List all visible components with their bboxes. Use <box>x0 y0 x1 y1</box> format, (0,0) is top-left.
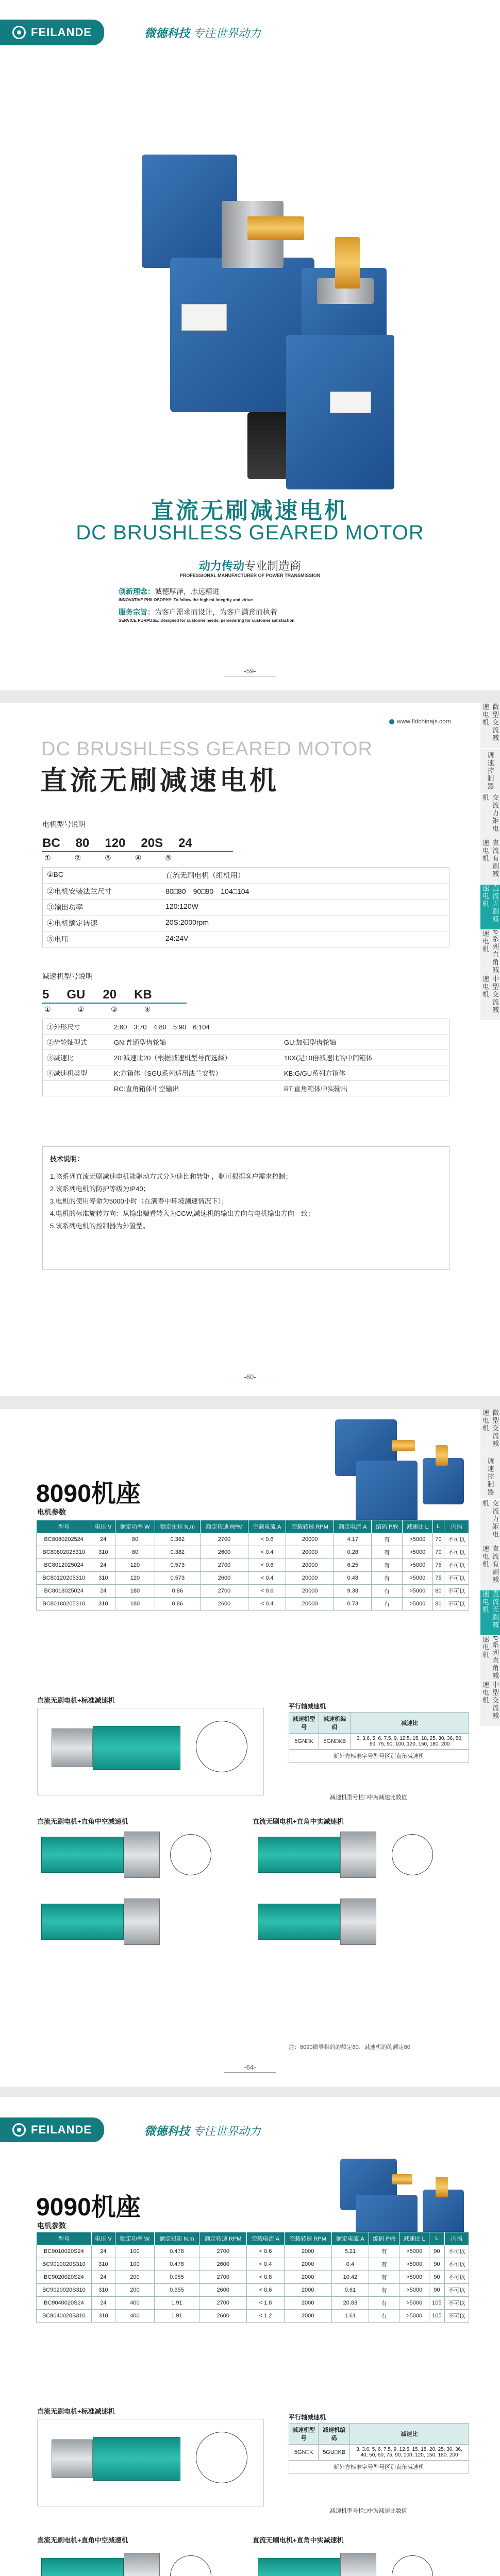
ratio-note: 减速机型号栏□中为减速比数值 <box>330 2508 407 2514</box>
table-cell: 24 <box>91 2297 115 2310</box>
side-tab-3[interactable]: 交流力矩电机 <box>480 1500 500 1545</box>
table-cell: 不可以 <box>444 1585 469 1598</box>
table-cell: 0.382 <box>155 1533 200 1546</box>
table-cell: 2600 <box>200 1598 248 1611</box>
table-cell: 2700 <box>199 2245 247 2258</box>
table-cell: 80 <box>432 1598 444 1611</box>
table-cell: >5000 <box>403 1598 432 1611</box>
table-cell: 0.73 <box>334 1598 372 1611</box>
table-cell: 120 <box>115 1559 155 1572</box>
table-cell: 1.91 <box>154 2310 199 2323</box>
brand-logo: FEILANDE <box>0 2117 104 2142</box>
table-cell: >5000 <box>403 1533 432 1546</box>
table-cell: 90 <box>429 2284 445 2297</box>
table-cell: 不可以 <box>444 2284 469 2297</box>
table-cell: < 0.4 <box>248 1572 286 1585</box>
table-cell: 有 <box>369 2245 399 2258</box>
spec-page-9090 <box>0 2097 500 2576</box>
table-cell: 2700 <box>200 1533 248 1546</box>
tagline: 动力传动专业制造商 <box>198 560 302 572</box>
table-cell: 不可以 <box>444 1533 469 1546</box>
table-cell: 20000 <box>286 1585 334 1598</box>
table-cell: 120 <box>115 1572 155 1585</box>
side-tab-1[interactable]: 微型交流减速电机 <box>480 1409 500 1454</box>
table-cell: 100 <box>115 2245 155 2258</box>
page-number: -64- <box>224 2063 276 2073</box>
table-cell: 400 <box>115 2310 155 2323</box>
table-cell: BC80802025310 <box>37 1546 91 1559</box>
footnote: 注：8090微导相的的额定80、减速机的的额定80 <box>289 2044 410 2050</box>
table-cell: 不可以 <box>444 2245 469 2258</box>
table-cell: 有 <box>369 2297 399 2310</box>
table-cell: 1.91 <box>154 2297 199 2310</box>
table-cell: < 0.8 <box>247 2271 284 2284</box>
table-cell: 90 <box>429 2245 445 2258</box>
table-cell: 2000 <box>284 2245 331 2258</box>
table-cell: 75 <box>432 1572 444 1585</box>
table-cell: 不可以 <box>444 1559 469 1572</box>
page-number: -60- <box>224 1373 276 1382</box>
table-cell: 10.42 <box>331 2271 369 2284</box>
motor-code: BC 80 120 20S 24 <box>42 836 192 850</box>
table-cell: >5000 <box>403 1546 432 1559</box>
table-cell: 0.48 <box>334 1572 372 1585</box>
table-row <box>37 2297 469 2310</box>
table-row <box>37 1559 469 1572</box>
table-cell: >5000 <box>399 2284 429 2297</box>
motor-params-table: 型号 电压 V 额定功率 W 额定扭矩 N.m 额定转速 RPM 空载电流 A 空载转速 RPM 额定电流 A 编码 P/R 减速比 L L 内挡 BC9010020S24 24 100 0.478 2700 < 0.6 2000 5.21 有 >5000 90 不可以 BC9010020S310 310 100 0.478 2600 < 0.4 2000 0.4 有 >5000 90 不可以 BC9020020S24 24 200 0.955 2700 < 0.8 2000 10.42 有 >5000 90 不可以 BC9020020S310 310 200 0.955 2600 < 0.6 2000 0.61 有 >5000 90 不可以 BC9040020S24 24 400 1.91 2700 < 1.8 2000 20.83 有 >5000 105 不可以 BC9040020S310 310 400 1.91 2600 < 1.2 2000 1.61 有 >5000 105 不可以 <box>36 2232 469 2323</box>
gear-code: 5 GU 20 KB <box>42 988 152 1002</box>
table-cell: 24 <box>91 2245 115 2258</box>
table-cell: BC9040020S24 <box>37 2297 92 2310</box>
table-cell: 310 <box>91 2310 115 2323</box>
table-row <box>37 1572 469 1585</box>
philosophy-en: INNOVATIVE PHILOSOPHY: To follow the highest integrity and virtue <box>119 598 253 602</box>
table-cell: BC9040020S310 <box>37 2310 92 2323</box>
table-cell: 90 <box>429 2271 445 2284</box>
table-cell: >5000 <box>403 1559 432 1572</box>
table-cell: < 0.6 <box>247 2284 284 2297</box>
logo-icon <box>12 2123 26 2137</box>
table-cell: 0.382 <box>155 1546 200 1559</box>
table-cell: 2700 <box>199 2271 247 2284</box>
motor-spec-list: ①BC 直流无刷电机（组机用） ②电机安装法兰尺寸 80□80 90□90 104□104 ③输出功率 120:120W ④电机额定转速 20S:2000rpm ⑤电压 24:24V <box>42 867 449 947</box>
table-cell: < 0.6 <box>248 1559 286 1572</box>
table-row <box>37 2284 469 2297</box>
table-cell: 310 <box>91 2284 115 2297</box>
table-cell: 有 <box>369 2258 399 2271</box>
table-cell: < 0.6 <box>248 1585 286 1598</box>
table-cell: 2600 <box>199 2310 247 2323</box>
ratio-table: 减速机型号 减速机编码 减速比 5GN□K 5GU□KB 3, 3.6, 5, 6, 7.5, 9, 12.5, 15, 18, 20, 25, 30, 36, 40, 50, 60, 75, 90, 100, 120, 150, 180, 200 新外方标准字号型号区别直角减速机 <box>289 2423 469 2473</box>
table-cell: < 0.4 <box>248 1546 286 1559</box>
side-tab-6[interactable]: P系列直角减速电机 <box>480 1636 500 1681</box>
table-row <box>37 2258 469 2271</box>
table-cell: >5000 <box>399 2258 429 2271</box>
table-cell: BC8012025024 <box>37 1559 91 1572</box>
table-cell: BC9020020S310 <box>37 2284 92 2297</box>
table-cell: < 0.6 <box>247 2245 284 2258</box>
table-cell: < 0.4 <box>247 2258 284 2271</box>
table-cell: 2600 <box>199 2284 247 2297</box>
table-cell: 2600 <box>199 2258 247 2271</box>
side-tab-7[interactable]: 中型交流减速电机 <box>480 975 500 1021</box>
table-cell: 200 <box>115 2271 155 2284</box>
table-cell: < 1.2 <box>247 2310 284 2323</box>
table-cell: 0.478 <box>154 2245 199 2258</box>
table-cell: 2000 <box>284 2284 331 2297</box>
website-url[interactable]: www.fldchinajs.com <box>389 718 451 725</box>
table-cell: 有 <box>369 2310 399 2323</box>
table-cell: < 0.6 <box>248 1533 286 1546</box>
table-cell: 有 <box>372 1572 403 1585</box>
table-cell: BC9020020S24 <box>37 2271 92 2284</box>
side-tab-7[interactable]: 中型交流减速电机 <box>480 1681 500 1726</box>
ratio-table: 减速机型号 减速机编码 减速比 5GN□K 5GN□KB 3, 3.6, 5, 6, 7.5, 9, 12.5, 15, 18, 25, 30, 36, 50, 60, 75, 90, 100, 120, 150, 180, 200 新外方标准字号型号区别直角减速机 <box>289 1712 469 1762</box>
table-row <box>37 2271 469 2284</box>
table-cell: 2000 <box>284 2258 331 2271</box>
table-cell: 80 <box>115 1546 155 1559</box>
section-hollow: 直流无刷电机+直角中空减速机 <box>37 2536 128 2544</box>
table-cell: 80 <box>432 1585 444 1598</box>
table-cell: >5000 <box>399 2271 429 2284</box>
table-cell: 0.573 <box>155 1559 200 1572</box>
table-cell: 75 <box>432 1559 444 1572</box>
cover-title-cn: 直流无刷减速电机 <box>151 498 349 523</box>
table-cell: 不可以 <box>444 1572 469 1585</box>
table-cell: 不可以 <box>444 2310 469 2323</box>
table-row <box>37 2245 469 2258</box>
tagline-en: PROFESSIONAL MANUFACTURER OF POWER TRANSMISSION <box>179 573 321 578</box>
ratio-title: 平行轴减速机 <box>289 2414 326 2421</box>
brand-slogan: 微德科技 专注世界动力 <box>144 27 261 40</box>
side-tab-2[interactable]: 调速控制器 <box>480 749 500 794</box>
table-cell: 6.25 <box>334 1559 372 1572</box>
table-cell: >5000 <box>403 1585 432 1598</box>
motor-model-title: 电机型号说明 <box>42 820 86 828</box>
gear-spec-list: ①外形尺寸 2:60 3:70 4:80 5:90 6:104 ②齿轮轴型式 GN:普通型齿轮轴 GU:加强型齿轮轴 ③减速比 20:减速比20（根据减速机型号而选择） 10X(是10倍减速比的中间箱体 ④减速机类型 K:方箱体（SGU系列适用法兰安装） KB:G/GU系列方箱体 RC:直角箱体中空输出 RT:直角箱体中实输出 <box>42 1019 449 1096</box>
side-tab-4[interactable]: 直流有刷减速电机 <box>480 839 500 885</box>
table-cell: 100 <box>115 2258 155 2271</box>
service-line: 服务宗旨：为客户需求而设计，为客户满意而执着 <box>119 608 277 616</box>
section-title-en: DC BRUSHLESS GEARED MOTOR <box>41 738 373 760</box>
table-cell: 2600 <box>200 1546 248 1559</box>
table-cell: 70 <box>432 1533 444 1546</box>
table-cell: 有 <box>372 1533 403 1546</box>
table-cell: 2000 <box>284 2310 331 2323</box>
web-icon <box>389 719 394 724</box>
table-cell: 80 <box>115 1533 155 1546</box>
side-tab-5[interactable]: 直流无刷减速电机 <box>480 885 500 930</box>
table-cell: 24 <box>91 1585 115 1598</box>
table-cell: 有 <box>372 1546 403 1559</box>
table-cell: 0.955 <box>154 2271 199 2284</box>
catalog-side-tabs <box>480 703 500 1021</box>
table-cell: < 1.8 <box>247 2297 284 2310</box>
table-cell: >5000 <box>403 1572 432 1585</box>
table-cell: 2700 <box>200 1559 248 1572</box>
table-cell: 有 <box>372 1598 403 1611</box>
table-row <box>37 1533 469 1546</box>
catalog-side-tabs-2 <box>480 1409 500 1726</box>
logo-icon <box>12 26 26 39</box>
table-cell: 24 <box>91 1533 115 1546</box>
table-cell: 180 <box>115 1585 155 1598</box>
table-cell: 0.955 <box>154 2284 199 2297</box>
table-cell: 有 <box>369 2284 399 2297</box>
table-cell: 有 <box>372 1559 403 1572</box>
table-cell: 0.478 <box>154 2258 199 2271</box>
table-cell: < 0.4 <box>248 1598 286 1611</box>
params-label: 电机参数 <box>37 1508 66 1516</box>
table-cell: BC8080202524 <box>37 1533 91 1546</box>
table-cell: 0.61 <box>331 2284 369 2297</box>
motor-params-table: 型号 电压 V 额定功率 W 额定扭矩 N.m 额定转速 RPM 空载电流 A 空载转速 RPM 额定电流 A 编码 P/R 减速比 L L 内挡 BC8080202524 24 80 0.382 2700 < 0.6 20000 4.17 有 >5000 70 不可以 BC80802025310 310 80 0.382 2600 < 0.4 20000 0.28 有 >5000 70 不可以 BC8012025024 24 120 0.573 2700 < 0.6 20000 6.25 有 >5000 75 不可以 BC80120205310 310 120 0.573 2600 < 0.4 20000 0.48 有 >5000 75 不可以 BC8018025024 24 180 0.86 2700 < 0.6 20000 9.38 有 >5000 80 不可以 BC80180205310 310 180 0.86 2600 < 0.4 20000 0.73 有 >5000 80 不可以 <box>36 1520 469 1611</box>
page-title: 9090机座 <box>36 2194 141 2221</box>
table-cell: 400 <box>115 2297 155 2310</box>
table-cell: 70 <box>432 1546 444 1559</box>
side-tab-4[interactable]: 直流有刷减速电机 <box>480 1545 500 1590</box>
table-cell: 310 <box>91 1546 115 1559</box>
table-cell: 0.4 <box>331 2258 369 2271</box>
side-tab-2[interactable]: 调速控制器 <box>480 1454 500 1500</box>
table-cell: 24 <box>91 1559 115 1572</box>
table-cell: >5000 <box>399 2245 429 2258</box>
motor-code-index: ① ② ③ ④ ⑤ <box>44 854 172 862</box>
table-cell: 90 <box>429 2258 445 2271</box>
brand-logo: FEILANDE <box>0 20 104 45</box>
table-cell: 0.86 <box>155 1585 200 1598</box>
service-en: SERVICE PURPOSE: Designed for customer needs, persevering for customer satisfaction <box>119 618 295 623</box>
table-cell: 有 <box>372 1585 403 1598</box>
table-cell: 200 <box>115 2284 155 2297</box>
table-cell: 20.83 <box>331 2297 369 2310</box>
table-cell: 20000 <box>286 1533 334 1546</box>
table-row <box>37 1598 469 1611</box>
side-tab-1[interactable]: 微型交流减速电机 <box>480 703 500 749</box>
table-cell: 105 <box>429 2297 445 2310</box>
table-cell: 2000 <box>284 2271 331 2284</box>
table-cell: 5.21 <box>331 2245 369 2258</box>
tech-notes: 技术说明： 1.该系列直流无刷减速电机能驱动方式分为速比和转矩 ，驱可根据客户需求控制； 2.该系列电机的防护等级为IP40； 3.电机的使用寿命为5000小时（在满寿中环境测速情况下）； 4.电机的标准旋转方向：从输出端看转入为CCW,减速机的输出方向与电机输出方向一致； 5.该系列电机的控制器为外置型。 <box>42 1146 449 1270</box>
table-cell: 不可以 <box>444 2297 469 2310</box>
page-number: -59- <box>224 667 276 676</box>
table-cell: >5000 <box>399 2297 429 2310</box>
table-cell: 20000 <box>286 1559 334 1572</box>
section-standard: 直流无刷电机+标准减速机 <box>37 2408 115 2415</box>
ratio-title: 平行轴减速机 <box>289 1703 326 1710</box>
table-cell: BC80120205310 <box>37 1572 91 1585</box>
side-tab-3[interactable]: 交流力矩电机 <box>480 794 500 839</box>
table-cell: 0.573 <box>155 1572 200 1585</box>
table-cell: 不可以 <box>444 1546 469 1559</box>
section-solid: 直流无刷电机+直角中实减速机 <box>253 1818 344 1825</box>
table-cell: 4.17 <box>334 1533 372 1546</box>
brand-slogan: 微德科技 专注世界动力 <box>144 2125 261 2138</box>
section-standard: 直流无刷电机+标准减速机 <box>37 1697 115 1704</box>
model-guide-page <box>0 703 500 1396</box>
spec-page-8090 <box>0 1409 500 2087</box>
table-cell: 1.61 <box>331 2310 369 2323</box>
gear-model-title: 减速机型号说明 <box>42 972 93 980</box>
table-cell: 310 <box>91 2258 115 2271</box>
table-cell: 0.28 <box>334 1546 372 1559</box>
section-title-cn: 直流无刷减速电机 <box>40 766 280 796</box>
params-label: 电机参数 <box>37 2222 66 2230</box>
table-cell: 20000 <box>286 1546 334 1559</box>
table-cell: BC9010020S24 <box>37 2245 92 2258</box>
table-cell: BC8018025024 <box>37 1585 91 1598</box>
table-cell: 105 <box>429 2310 445 2323</box>
philosophy-line: 创新理念：诚德厚泽，志远精进 <box>119 587 220 596</box>
table-cell: 不可以 <box>444 2271 469 2284</box>
section-solid: 直流无刷电机+直角中实减速机 <box>253 2536 344 2544</box>
table-cell: 不可以 <box>444 1598 469 1611</box>
table-cell: 310 <box>91 1572 115 1585</box>
table-cell: 2600 <box>200 1572 248 1585</box>
table-row <box>37 1585 469 1598</box>
gear-code-index: ① ② ③ ④ <box>44 1005 151 1013</box>
table-cell: BC80180205310 <box>37 1598 91 1611</box>
table-cell: 9.38 <box>334 1585 372 1598</box>
section-hollow: 直流无刷电机+直角中空减速机 <box>37 1818 128 1825</box>
ratio-note: 减速机型号栏□中为减速比数值 <box>330 1794 407 1801</box>
table-cell: 180 <box>115 1598 155 1611</box>
table-cell: BC9010020S310 <box>37 2258 92 2271</box>
table-cell: 310 <box>91 1598 115 1611</box>
table-cell: 2000 <box>284 2297 331 2310</box>
cover-page <box>0 0 500 690</box>
table-cell: 不可以 <box>444 2258 469 2271</box>
table-cell: 24 <box>91 2271 115 2284</box>
table-cell: 有 <box>369 2271 399 2284</box>
side-tab-5[interactable]: 直流无刷减速电机 <box>480 1590 500 1636</box>
page-title: 8090机座 <box>36 1480 141 1507</box>
table-cell: 20000 <box>286 1598 334 1611</box>
table-cell: 2700 <box>200 1585 248 1598</box>
table-row <box>37 2310 469 2323</box>
table-cell: 20000 <box>286 1572 334 1585</box>
table-row <box>37 1546 469 1559</box>
table-cell: 2700 <box>199 2297 247 2310</box>
table-cell: 0.86 <box>155 1598 200 1611</box>
side-tab-6[interactable]: P系列直角减速电机 <box>480 930 500 975</box>
table-cell: >5000 <box>399 2310 429 2323</box>
cover-title-en: DC BRUSHLESS GEARED MOTOR <box>76 521 424 544</box>
